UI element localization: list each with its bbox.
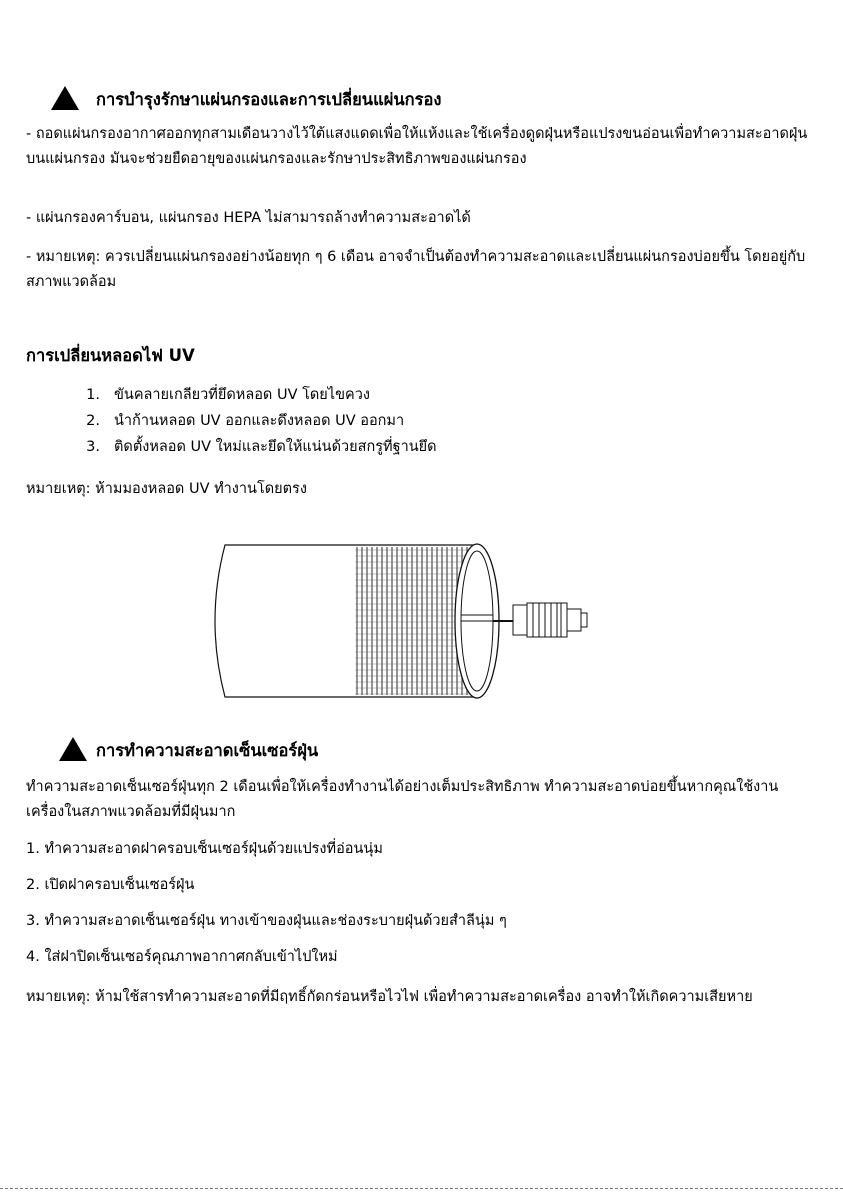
uv-step-1 [70,384,370,406]
section-filter-title: การบำรุงรักษาแผ่นกรองและการเปลี่ยนแผ่นกรอง [96,90,442,109]
step-number: 1. [86,387,100,403]
filter-not-washable-paragraph: - แผ่นกรองคาร์บอน, แผ่นกรอง HEPA ไม่สามารถล้างทำความสะอาดได้ [26,210,471,226]
sensor-step-3: 3. ทำความสะอาดเซ็นเซอร์ฝุ่น ทางเข้าของฝุ่นและช่องระบายฝุ่นด้วยสำลีนุ่ม ๆ [26,913,507,929]
step-number: 2. [86,413,100,429]
section-uv-title: การเปลี่ยนหลอดไฟ UV [26,346,195,365]
filter-cleaning-paragraph: - ถอดแผ่นกรองอากาศออกทุกสามเดือนวางไว้ใต้แสงแดดเพื่อให้แห้งและใช้เครื่องดูดฝุ่นหรือแปรงขนอ่อนเพื่อทำความสะอาดฝุ่นบนแผ่นกรอง มันจะช่วยยืดอายุของแผ่นกรองและรักษาประสิทธิภาพของแผ่นกรอง [26,126,808,167]
uv-step-2 [70,410,404,432]
uv-step-3 [70,436,437,458]
step-text: ติดตั้งหลอด UV ใหม่และยึดให้แน่นด้วยสกรูที่ฐานยึด [114,439,437,455]
sensor-step-2: 2. เปิดฝาครอบเซ็นเซอร์ฝุ่น [26,877,195,893]
filter-replacement-note: - หมายเหตุ: ควรเปลี่ยนแผ่นกรองอย่างน้อยทุก ๆ 6 เดือน อาจจำเป็นต้องทำความสะอาดและเปลี่ยนแผ่นกรองบ่อยขึ้น โดยอยู่กับสภาพแวดล้อม [26,249,806,290]
step-number: 3. [86,439,100,455]
section-sensor-title: การทำความสะอาดเซ็นเซอร์ฝุ่น [96,741,319,760]
sensor-intro-paragraph: ทำความสะอาดเซ็นเซอร์ฝุ่นทุก 2 เดือนเพื่อให้เครื่องทำงานได้อย่างเต็มประสิทธิภาพ ทำความสะอาดบ่อยขึ้นหากคุณใช้งานเครื่องในสภาพแวดล้อมที่มีฝุ่นมาก [26,779,779,820]
sensor-step-1: 1. ทำความสะอาดฝาครอบเซ็นเซอร์ฝุ่นด้วยแปรงที่อ่อนนุ่ม [26,841,383,857]
uv-note: หมายเหตุ: ห้ามมองหลอด UV ทำงานโดยตรง [26,481,307,497]
sensor-step-4: 4. ใส่ฝาปิดเซ็นเซอร์คุณภาพอากาศกลับเข้าไปใหม่ [26,949,338,965]
page-bottom-border [0,1188,843,1189]
uv-lamp-filter-illustration [195,535,625,710]
step-text: นำก้านหลอด UV ออกและดึงหลอด UV ออกมา [114,413,405,429]
warning-triangle-icon [51,86,79,110]
step-text: ขันคลายเกลียวที่ยึดหลอด UV โดยไขควง [114,387,370,403]
sensor-note: หมายเหตุ: ห้ามใช้สารทำความสะอาดที่มีฤทธิ์กัดกร่อนหรือไวไฟ เพื่อทำความสะอาดเครื่อง อาจทำให้เกิดความเสียหาย [26,989,753,1005]
warning-triangle-icon [59,737,87,761]
